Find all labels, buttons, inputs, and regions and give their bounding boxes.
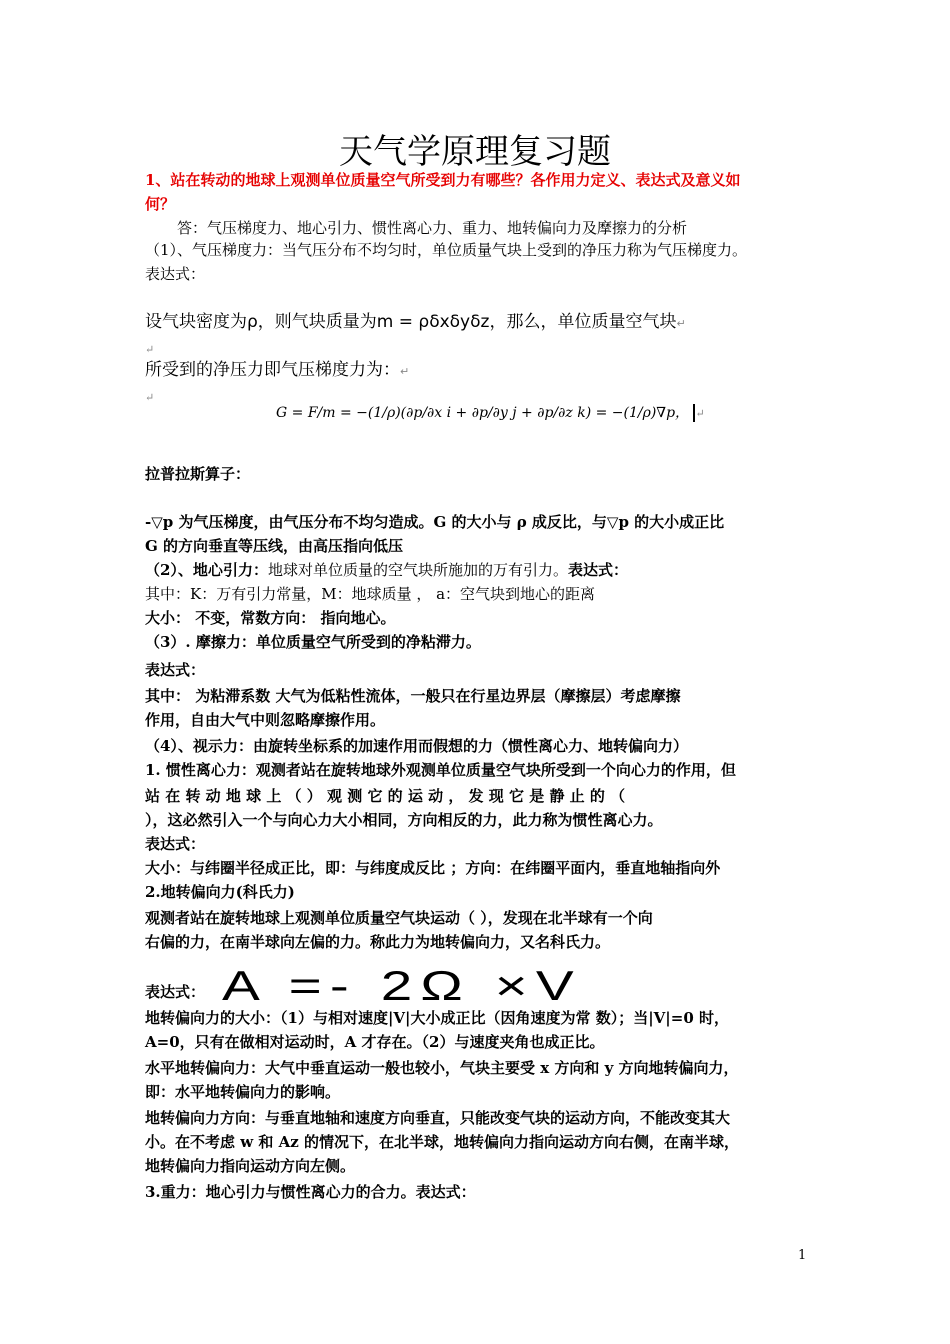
density-line: 设气块密度为ρ，则气块质量为m = ρδxδyδz，那么，单位质量空气块↵ <box>145 312 686 332</box>
centrifugal-expression: 表达式： <box>145 835 206 853</box>
gravity-line: （2）、地心引力：地球对单位质量的空气块所施加的万有引力。表达式： <box>145 561 628 579</box>
coriolis-size-2: A=0，只有在做相对运动时，A 才存在。（2）与速度夹角也成正比。 <box>145 1033 605 1051</box>
friction-where-1: 其中： 为粘滞系数 大气为低粘性流体，一般只在行星边界层（摩擦层）考虑摩擦 <box>145 687 681 705</box>
friction-expression: 表达式： <box>145 661 206 679</box>
gravity-weight-line: 3.重力：地心引力与惯性离心力的合力。表达式： <box>145 1183 476 1201</box>
coriolis-size-1: 地转偏向力的大小：（1）与相对速度|V|大小成正比（因角速度为常 数）；当|V|=0 时， <box>145 1009 729 1027</box>
friction-where-2: 作用，自由大气中则忽略摩擦作用。 <box>145 711 386 729</box>
apparent-force-definition: （4）、视示力：由旋转坐标系的加速作用而假想的力（惯性离心力、地转偏向力） <box>145 737 688 755</box>
laplace-label: 拉普拉斯算子： <box>145 465 251 483</box>
friction-definition: （3）. 摩擦力：单位质量空气所受到的净粘滞力。 <box>145 633 481 651</box>
coriolis-line-2: 右偏的力，在南半球向左偏的力。称此力为地转偏向力，又名科氏力。 <box>145 933 611 951</box>
gradient-explanation: -▽p 为气压梯度，由气压分布不均匀造成。G 的大小与 ρ 成反比，与▽p 的大小成正比 <box>145 513 725 531</box>
coriolis-direction-1: 地转偏向力方向：与垂直地轴和速度方向垂直，只能改变气块的运动方向，不能改变其大 <box>145 1109 731 1127</box>
answer-summary: 答：气压梯度力、地心引力、惯性离心力、重力、地转偏向力及摩擦力的分析 <box>177 219 688 237</box>
centrifugal-line-3: ），这必然引入一个与向心力大小相同，方向相反的力，此力称为惯性离心力。 <box>145 811 663 829</box>
coriolis-title: 2.地转偏向力(科氏力) <box>145 883 295 901</box>
coriolis-line-1: 观测者站在旋转地球上观测单位质量空气块运动（ ），发现在北半球有一个向 <box>145 909 653 927</box>
gravity-where: 其中：K：万有引力常量，M：地球质量 ， a：空气块到地心的距离 <box>145 585 596 603</box>
pressure-gradient-definition: （1）、气压梯度力：当气压分布不均匀时，单位质量气块上受到的净压力称为气压梯度力。 <box>145 241 748 259</box>
page-title: 天气学原理复习题 <box>339 132 611 172</box>
net-pressure-line: 所受到的净压力即气压梯度力为：↵ <box>145 360 410 380</box>
page-number: 1 <box>798 1248 807 1263</box>
coriolis-direction-2: 小。在不考虑 w 和 Az 的情况下，在北半球，地转偏向力指向运动方向右侧，在南半球， <box>145 1133 739 1151</box>
centrifugal-line-2: 站 在 转 动 地 球 上 （ ） 观 测 它 的 运 动 ， 发 现 它 是 静 止 的 （ <box>145 787 626 805</box>
coriolis-expression-label: 表达式： <box>145 983 206 1001</box>
expression-label: 表达式： <box>145 265 206 283</box>
centrifugal-line-1: 1. 惯性离心力：观测者站在旋转地球外观测单位质量空气块所受到一个向心力的作用，但 <box>145 761 736 779</box>
return-mark-1: ↵ <box>145 343 155 356</box>
g-direction: G 的方向垂直等压线，由高压指向低压 <box>145 537 404 555</box>
coriolis-direction-3: 地转偏向力指向运动方向左侧。 <box>145 1157 356 1175</box>
coriolis-formula: A =- 2Ω ×V <box>222 962 582 1009</box>
question-1-line-2: 何？ <box>145 195 176 213</box>
horizontal-coriolis-1: 水平地转偏向力：大气中垂直运动一般也较小，气块主要受 x 方向和 y 方向地转偏向力， <box>145 1059 739 1077</box>
return-mark-2: ↵ <box>145 391 155 404</box>
centrifugal-size: 大小：与纬圈半径成正比，即：与纬度成反比 ；方向：在纬圈平面内，垂直地轴指向外 <box>145 859 721 877</box>
pressure-gradient-formula: G = F/m = −(1/ρ)(∂p/∂x i + ∂p/∂y j + ∂p/∂z k) = −(1/ρ)∇p， ↵ <box>276 405 705 421</box>
gravity-size: 大小： 不变，常数方向： 指向地心。 <box>145 609 396 627</box>
horizontal-coriolis-2: 即：水平地转偏向力的影响。 <box>145 1083 341 1101</box>
question-1-line-1: 1、站在转动的地球上观测单位质量空气所受到力有哪些？各作用力定义、表达式及意义如 <box>145 171 741 189</box>
